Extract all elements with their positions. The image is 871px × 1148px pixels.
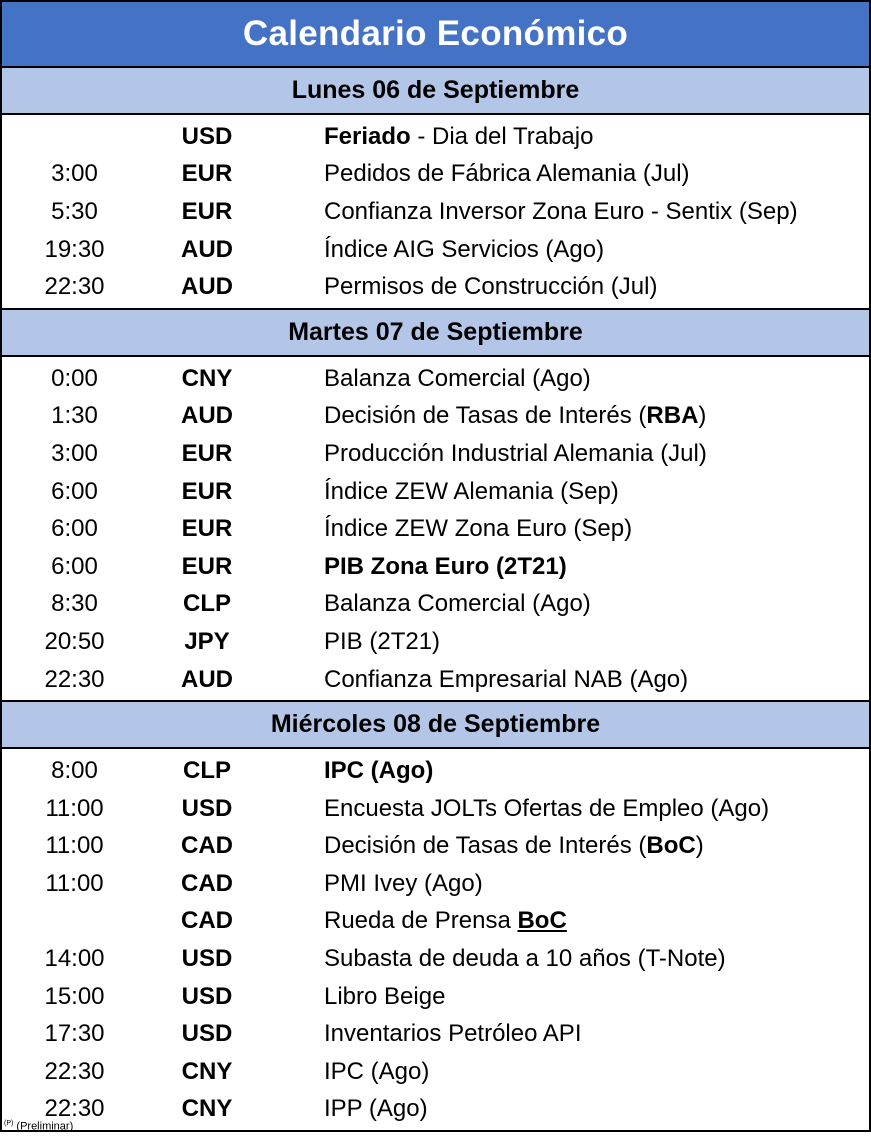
event-row [2,752,869,790]
event-text: PMI Ivey (Ago) [324,869,483,897]
event-row [2,586,869,624]
event-text: Encuesta JOLTs Ofertas de Empleo (Ago) [324,794,770,822]
event-text-suffix: ) [698,402,707,430]
days-container [2,68,869,1130]
event-time: 17:30 [44,1020,105,1048]
event-time: 22:30 [44,1057,105,1085]
event-time: 1:30 [51,402,98,430]
event-currency: EUR [181,477,233,505]
event-text-bold: BoC [646,832,696,860]
day-section [2,700,869,1130]
event-description [267,1058,429,1086]
event-currency: EUR [181,439,233,467]
event-text: Inventarios Petróleo API [324,1020,582,1048]
event-time: 11:00 [45,832,104,860]
event-time: 19:30 [44,235,105,263]
footnote [4,1120,73,1133]
event-description [267,628,440,656]
event-time: 14:00 [44,945,105,973]
event-time: 22:30 [44,273,105,301]
event-description [267,515,632,543]
calendar-title: Calendario Económico [2,2,869,68]
event-row [2,1091,869,1129]
event-row [2,156,869,194]
event-row [2,473,869,511]
event-currency: CNY [181,1057,233,1085]
event-time: 11:00 [45,794,104,822]
event-time: 3:00 [51,439,98,467]
event-time: 5:30 [51,197,98,225]
event-text: Índice AIG Servicios (Ago) [324,235,605,263]
event-text: Producción Industrial Alemania (Jul) [324,439,707,467]
event-description [267,795,769,823]
event-description [267,273,657,301]
event-description [267,553,567,581]
event-text-suffix: ) [695,832,704,860]
event-currency: USD [181,794,233,822]
event-list [2,115,869,308]
event-row [2,1053,869,1091]
event-currency: CAD [181,832,233,860]
event-currency: EUR [181,552,233,580]
event-time: 11:00 [45,869,104,897]
event-text: Confianza Empresarial NAB (Ago) [324,665,689,693]
event-currency: AUD [181,273,233,301]
event-time: 6:00 [51,552,98,580]
event-text-bold: IPC (Ago) [324,757,434,785]
event-time: 15:00 [44,982,105,1010]
event-currency: USD [181,945,233,973]
event-description [267,757,433,785]
event-description [267,590,591,618]
event-text: Índice ZEW Zona Euro (Sep) [324,515,633,543]
event-currency: CLP [183,757,231,785]
event-time: 6:00 [51,477,98,505]
event-text-bold: Feriado [324,122,411,150]
event-currency: EUR [181,515,233,543]
event-description [267,123,593,151]
event-row [2,940,869,978]
event-row [2,1015,869,1053]
event-row [2,903,869,941]
event-currency: AUD [181,235,233,263]
day-header: Miércoles 08 de Septiembre [2,700,869,749]
event-row [2,398,869,436]
event-time: 8:30 [51,590,98,618]
footnote-mark: (P) [4,1120,14,1127]
event-row [2,661,869,699]
event-description [267,945,726,973]
event-text: Rueda de Prensa [324,907,518,935]
event-time: 22:30 [44,1095,105,1123]
event-time: 0:00 [51,364,98,392]
event-text: Permisos de Construcción (Jul) [324,273,658,301]
day-section [2,308,869,700]
event-description [267,1095,428,1123]
event-row [2,510,869,548]
event-time: 3:00 [51,160,98,188]
event-time: 22:30 [44,665,105,693]
event-text-bold: PIB Zona Euro (2T21) [324,552,567,580]
event-currency: CNY [181,364,233,392]
event-text: Confianza Inversor Zona Euro - Sentix (Sep) [324,197,798,225]
event-description [267,907,567,935]
event-text: Decisión de Tasas de Interés ( [324,832,647,860]
event-description [267,478,619,506]
event-text: IPC (Ago) [324,1057,430,1085]
event-currency: EUR [181,197,233,225]
event-description [267,1020,581,1048]
event-list [2,749,869,1130]
event-text: Balanza Comercial (Ago) [324,364,591,392]
event-text-underlined [517,907,566,934]
event-row [2,193,869,231]
event-row [2,548,869,586]
event-row [2,623,869,661]
event-currency: USD [181,122,233,150]
event-description [267,440,707,468]
event-text: Pedidos de Fábrica Alemania (Jul) [324,160,690,188]
event-text: Decisión de Tasas de Interés ( [324,402,647,430]
event-text-bold: RBA [646,402,699,430]
event-row [2,790,869,828]
event-description [267,198,798,226]
event-text: Balanza Comercial (Ago) [324,590,591,618]
event-description [267,666,688,694]
event-description [267,365,591,393]
event-currency: CNY [181,1095,233,1123]
event-description [267,832,704,860]
event-text-suffix: - Dia del Trabajo [410,122,594,150]
event-currency: AUD [181,665,233,693]
event-currency: AUD [181,402,233,430]
day-header: Lunes 06 de Septiembre [2,68,869,115]
event-row [2,231,869,269]
event-row [2,865,869,903]
event-description [267,160,690,188]
event-list [2,357,869,700]
event-description [267,870,483,898]
event-text: Subasta de deuda a 10 años (T-Note) [324,945,726,973]
event-currency: EUR [181,160,233,188]
day-header: Martes 07 de Septiembre [2,308,869,357]
event-row [2,435,869,473]
event-text: Índice ZEW Alemania (Sep) [324,477,619,505]
event-text: PIB (2T21) [324,627,441,655]
event-description [267,402,706,430]
footnote-text: (Preliminar) [16,1120,74,1133]
event-row [2,118,869,156]
event-row [2,978,869,1016]
event-description [267,983,445,1011]
event-currency: CLP [183,590,231,618]
event-row [2,828,869,866]
event-time: 8:00 [51,757,98,785]
event-text: IPP (Ago) [324,1095,428,1123]
event-currency: USD [181,1020,233,1048]
event-text: Libro Beige [324,982,446,1010]
event-currency: CAD [181,907,233,935]
event-time: 6:00 [51,515,98,543]
event-time: 20:50 [44,627,105,655]
event-currency: CAD [181,869,233,897]
event-row [2,268,869,306]
event-currency: USD [181,982,233,1010]
event-currency: JPY [184,627,230,655]
event-row [2,360,869,398]
event-text-bold: BoC [517,907,567,935]
event-description [267,236,604,264]
day-section [2,68,869,308]
